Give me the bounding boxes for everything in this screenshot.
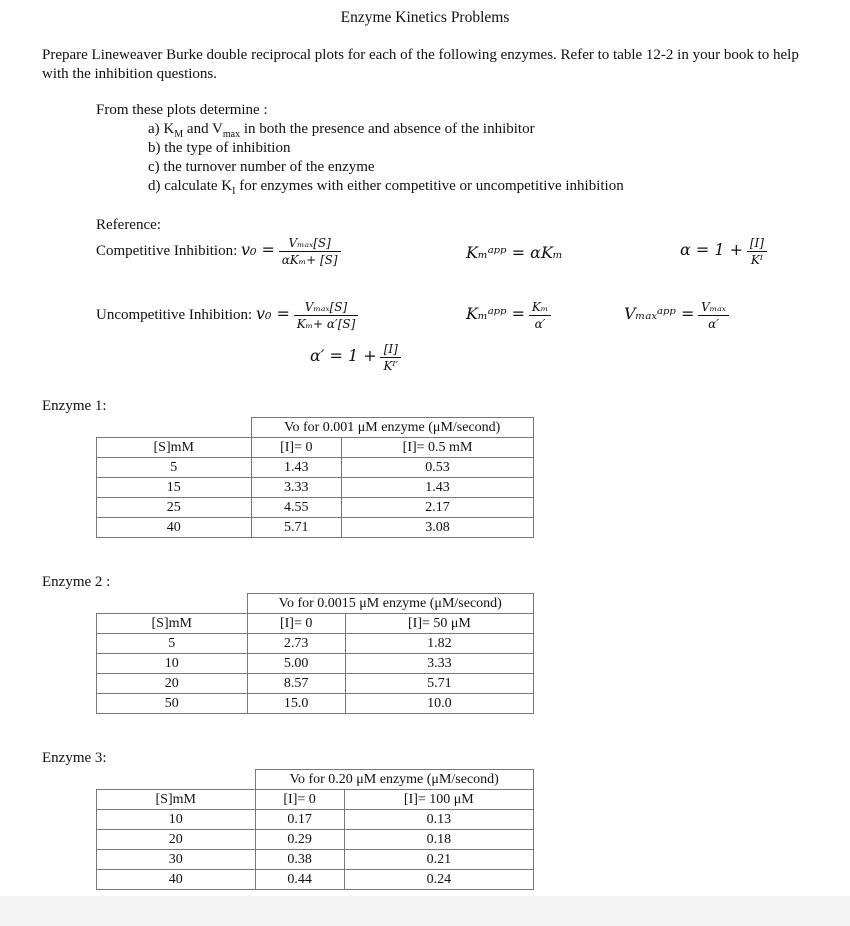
competitive-equation: Competitive Inhibition: v₀ = $\frac{\text{Vₘₐₓ[S]}}{\text{αKₘ+ [S]}}$	[96, 236, 341, 267]
no-inhibitor-header: [I]= 0	[255, 790, 344, 810]
table-caption: Vo for 0.001 μM enzyme (μM/second)	[251, 418, 534, 438]
competitive-km-app: Kₘᵃᵖᵖ = αKₘ	[466, 243, 563, 262]
competitive-alpha: α = 1 + $\frac{[I]}{\text{Kᴵ}}$	[680, 236, 767, 267]
table-caption: Vo for 0.0015 μM enzyme (μM/second)	[247, 594, 534, 614]
uncompetitive-alpha-prime: α′ = 1 + $\frac{[I]}{\text{Kᴵ′}}$	[310, 342, 401, 373]
table-row: 20 0.29 0.18	[97, 830, 534, 850]
intro-paragraph: Prepare Lineweaver Burke double reciprocal plots for each of the following enzymes. Refer to table 12-2 in your book to help with the inhibition questions.	[42, 47, 799, 82]
substrate-header: [S]mM	[97, 614, 248, 634]
instructions-label: From these plots determine :	[96, 102, 268, 118]
enzyme-1-table	[96, 417, 534, 538]
page-title: Enzyme Kinetics Problems	[340, 9, 510, 26]
question-b: b) the type of inhibition	[148, 140, 291, 156]
no-inhibitor-header: [I]= 0	[251, 438, 342, 458]
table-row: 30 0.38 0.21	[97, 850, 534, 870]
uncompetitive-km-app: Kₘᵃᵖᵖ = $\frac{\text{Kₘ}}{\alpha'}$	[466, 300, 551, 331]
enzyme-3-label: Enzyme 3:	[42, 750, 107, 766]
page-bottom-edge	[0, 896, 850, 926]
table-row: 40 5.71 3.08	[97, 518, 534, 538]
substrate-header: [S]mM	[97, 438, 252, 458]
table-row: 25 4.55 2.17	[97, 498, 534, 518]
table-row: 20 8.57 5.71	[97, 674, 534, 694]
substrate-header: [S]mM	[97, 790, 256, 810]
inhibitor-header: [I]= 50 μM	[345, 614, 533, 634]
question-d: d) calculate $K_I$ for enzymes with either competitive or uncompetitive inhibition	[148, 178, 624, 197]
inhibitor-header: [I]= 100 μM	[344, 790, 533, 810]
question-a: a) $K_M$ and $V_{max}$ in both the presence and absence of the inhibitor	[148, 121, 535, 140]
no-inhibitor-header: [I]= 0	[247, 614, 345, 634]
table-row: 10 5.00 3.33	[97, 654, 534, 674]
table-row: 10 0.17 0.13	[97, 810, 534, 830]
enzyme-3-table	[96, 769, 534, 890]
table-row: 5 2.73 1.82	[97, 634, 534, 654]
enzyme-1-label: Enzyme 1:	[42, 398, 107, 414]
inhibitor-header: [I]= 0.5 mM	[342, 438, 534, 458]
question-c: c) the turnover number of the enzyme	[148, 159, 375, 175]
enzyme-2-table	[96, 593, 534, 714]
enzyme-2-label: Enzyme 2 :	[42, 574, 111, 590]
uncompetitive-equation: Uncompetitive Inhibition: v₀ = $\frac{\text{Vₘₐₓ[S]}}{\text{Kₘ+ α′[S]}}$	[96, 300, 358, 331]
table-row: 50 15.0 10.0	[97, 694, 534, 714]
table-row: 5 1.43 0.53	[97, 458, 534, 478]
reference-label: Reference:	[96, 217, 161, 233]
table-caption: Vo for 0.20 μM enzyme (μM/second)	[255, 770, 534, 790]
uncompetitive-vmax-app: Vₘₐₓᵃᵖᵖ = $\frac{\text{Vₘₐₓ}}{\alpha'}$	[624, 300, 729, 331]
table-row: 40 0.44 0.24	[97, 870, 534, 890]
table-row: 15 3.33 1.43	[97, 478, 534, 498]
